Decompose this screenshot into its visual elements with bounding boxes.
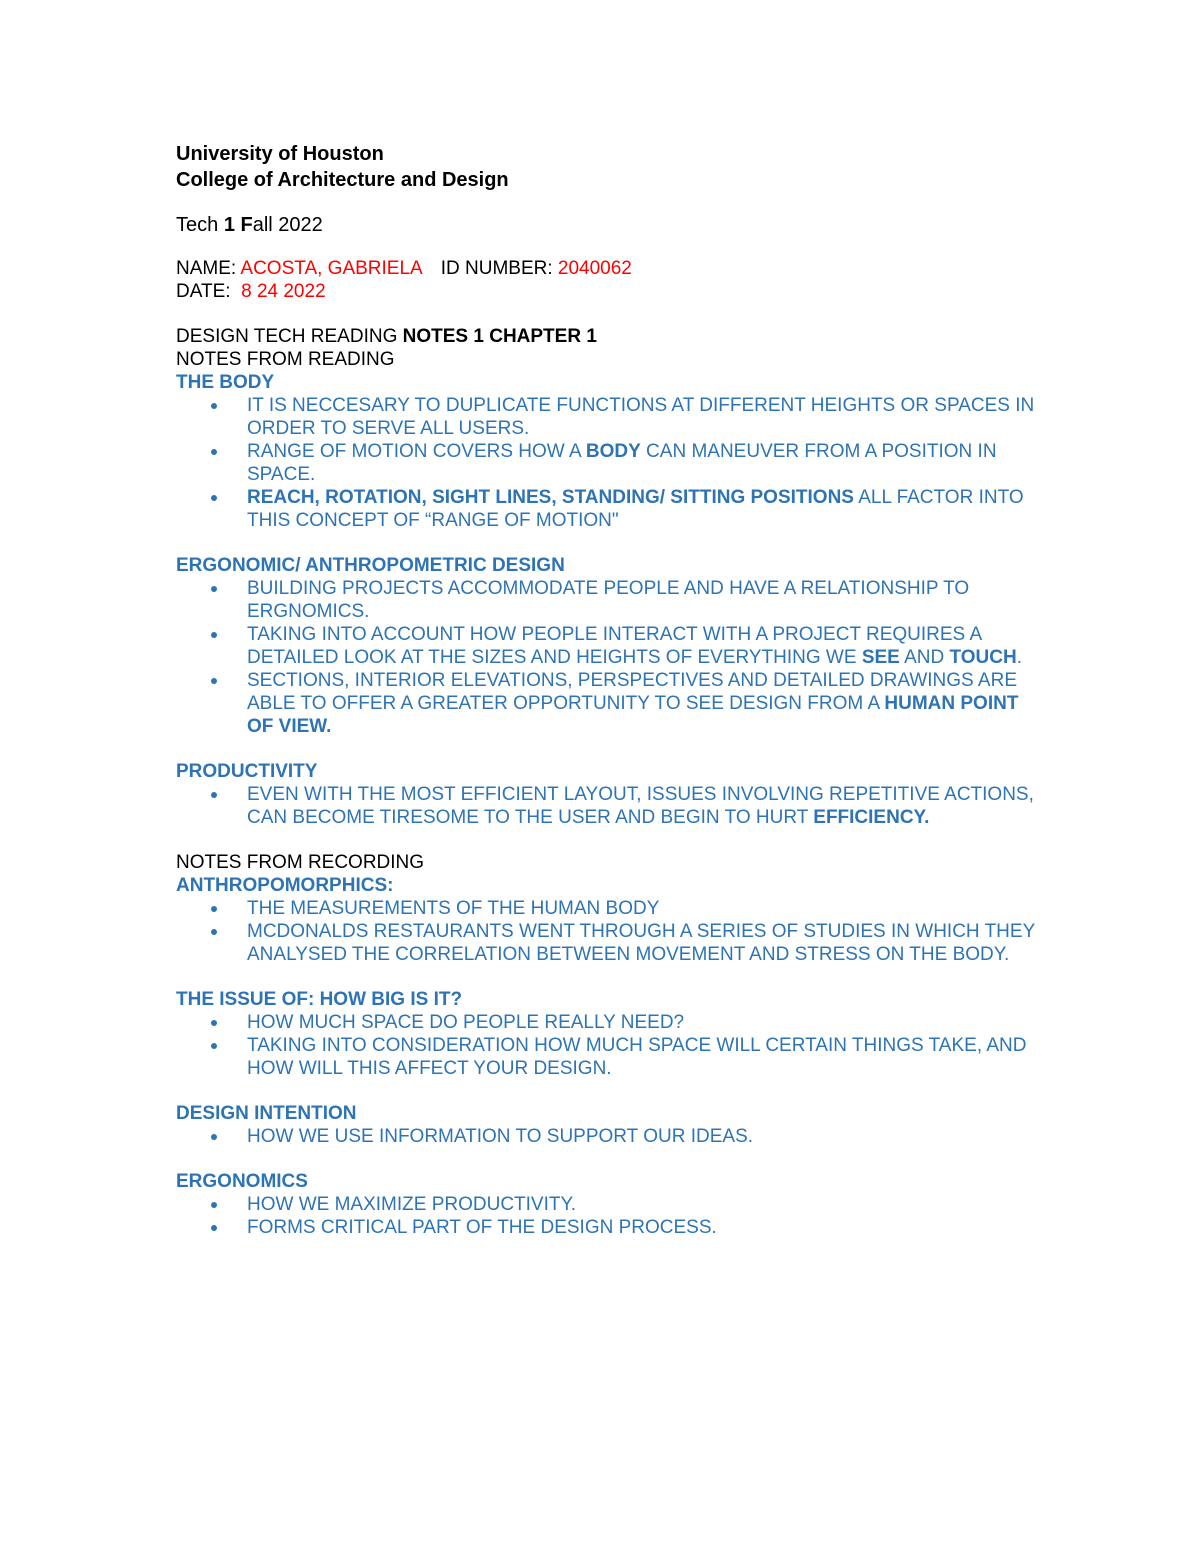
section-heading-anthropomorphics: ANTHROPOMORPHICS: [176,875,394,896]
reading-notes-label: NOTES FROM READING [176,349,395,370]
date-line [176,280,1036,303]
name-label: NAME: [176,258,241,279]
list-item: HOW MUCH SPACE DO PEOPLE REALLY NEED? [176,1011,1036,1034]
list-item: MCDONALDS RESTAURANTS WENT THROUGH A SERIES OF STUDIES IN WHICH THEY ANALYSED THE CORRELATION BETWEEN MOVEMENT AND STRESS ON THE BODY. [176,920,1036,966]
document-content [176,141,1036,1239]
ergonomics-bullet-list [176,1193,1036,1239]
bullet-icon [211,792,217,798]
bullet-icon [211,906,217,912]
list-item: RANGE OF MOTION COVERS HOW A BODY CAN MANEUVER FROM A POSITION IN SPACE. [176,440,1036,486]
course-title [176,212,1036,238]
how-big-bullet-list [176,1011,1036,1080]
course-term-initial: F [240,214,253,236]
productivity-bullet-list [176,783,1036,829]
university-name: University of Houston [176,143,384,165]
id-value: 2040062 [557,258,632,279]
list-item: EVEN WITH THE MOST EFFICIENT LAYOUT, ISSUES INVOLVING REPETITIVE ACTIONS, CAN BECOME TIRESOME TO THE USER AND BEGIN TO HURT EFFICIENCY. [176,783,1036,829]
design-intention-bullet-list [176,1125,1036,1148]
bullet-icon [211,495,217,501]
section-heading-design-intention: DESIGN INTENTION [176,1103,357,1124]
college-name: College of Architecture and Design [176,169,509,191]
list-item: REACH, ROTATION, SIGHT LINES, STANDING/ SITTING POSITIONS ALL FACTOR INTO THIS CONCEPT OF “RANGE OF MOTION" [176,486,1036,532]
list-item: TAKING INTO ACCOUNT HOW PEOPLE INTERACT WITH A PROJECT REQUIRES A DETAILED LOOK AT THE SIZES AND HEIGHTS OF EVERYTHING WE SEE AND TOUCH. [176,623,1036,669]
course-term: all 2022 [252,214,323,236]
section-heading-ergonomics: ERGONOMICS [176,1171,308,1192]
bullet-icon [211,1134,217,1140]
bullet-icon [211,403,217,409]
list-item: HOW WE MAXIMIZE PRODUCTIVITY. [176,1193,1036,1216]
bullet-icon [211,1043,217,1049]
recording-notes-label: NOTES FROM RECORDING [176,852,425,873]
date-label: DATE: [176,281,236,302]
bullet-icon [211,1225,217,1231]
date-value: 8 24 2022 [241,281,326,302]
course-prefix: Tech [176,214,224,236]
document-title [176,325,1036,348]
name-value: ACOSTA, GABRIELA [240,258,423,279]
list-item: TAKING INTO CONSIDERATION HOW MUCH SPACE WILL CERTAIN THINGS TAKE, AND HOW WILL THIS AFFECT YOUR DESIGN. [176,1034,1036,1080]
body-bullet-list [176,394,1036,532]
list-item: SECTIONS, INTERIOR ELEVATIONS, PERSPECTIVES AND DETAILED DRAWINGS ARE ABLE TO OFFER A GREATER OPPORTUNITY TO SEE DESIGN FROM A HUMAN POINT OF VIEW. [176,669,1036,738]
section-heading-productivity: PRODUCTIVITY [176,761,318,782]
list-item: HOW WE USE INFORMATION TO SUPPORT OUR IDEAS. [176,1125,1036,1148]
section-heading-body: THE BODY [176,372,275,393]
ergonomic-bullet-list [176,577,1036,738]
id-label: ID NUMBER: [440,258,558,279]
bullet-icon [211,449,217,455]
course-number: 1 [223,214,235,236]
bullet-icon [211,632,217,638]
bullet-icon [211,929,217,935]
bullet-icon [211,1202,217,1208]
bullet-icon [211,678,217,684]
student-info-line [176,257,1036,280]
title-bold: NOTES 1 CHAPTER 1 [402,326,597,347]
title-prefix: DESIGN TECH READING [176,326,403,347]
list-item: IT IS NECCESARY TO DUPLICATE FUNCTIONS AT DIFFERENT HEIGHTS OR SPACES IN ORDER TO SERVE ALL USERS. [176,394,1036,440]
list-item: FORMS CRITICAL PART OF THE DESIGN PROCESS. [176,1216,1036,1239]
section-heading-how-big: THE ISSUE OF: HOW BIG IS IT? [176,989,463,1010]
section-heading-ergonomic: ERGONOMIC/ ANTHROPOMETRIC DESIGN [176,555,565,576]
list-item: BUILDING PROJECTS ACCOMMODATE PEOPLE AND HAVE A RELATIONSHIP TO ERGNOMICS. [176,577,1036,623]
anthropomorphics-bullet-list [176,897,1036,966]
bullet-icon [211,586,217,592]
list-item: THE MEASUREMENTS OF THE HUMAN BODY [176,897,1036,920]
bullet-icon [211,1020,217,1026]
